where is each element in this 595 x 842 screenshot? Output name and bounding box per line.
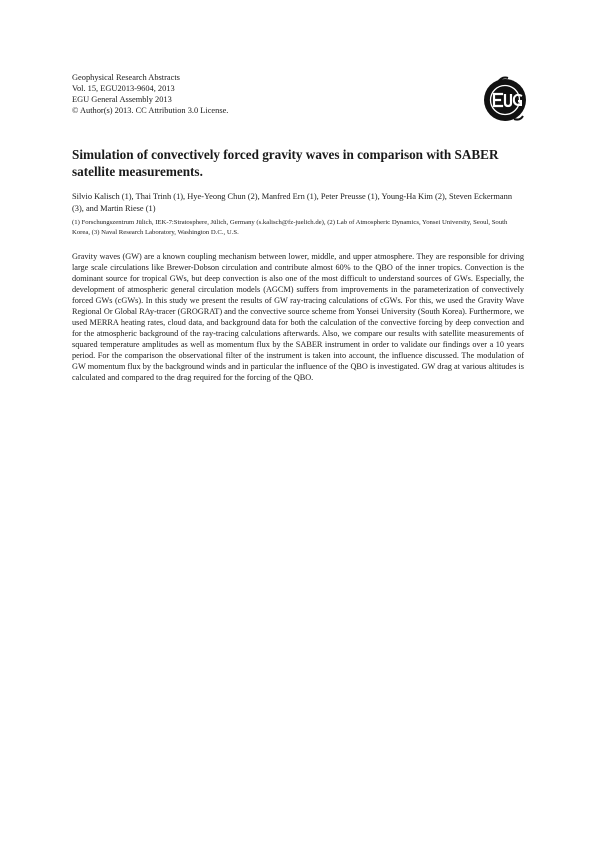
license-text: © Author(s) 2013. CC Attribution 3.0 License. — [72, 106, 229, 115]
volume-info: Vol. 15, EGU2013-9604, 2013 — [72, 84, 175, 93]
assembly-name: EGU General Assembly 2013 — [72, 95, 172, 104]
journal-name: Geophysical Research Abstracts — [72, 73, 180, 82]
egu-logo-icon — [478, 72, 532, 126]
abstract-body: Gravity waves (GW) are a known coupling mechanism between lower, middle, and upper atmosphere. They are responsible for driving large scale circulations like Brewer-Dobson circulation and contribute almost 60% to the QBO of the inner tropics. Convection is the dominant source for tropical GWs, but deep convection is also one of the most difficult to understand sources of GWs. Especially, the development of atmospheric general circulation models (AGCM) suffers from improvements in the parameterization of convectively forced GWs (cGWs). In this study we present the results of GW ray-tracing calculations of cGWs. For this, we used the Gravity Wave Regional Or Global RAy-tracer (GROGRAT) and the convective source scheme from Yonsei University (South Korea). Furthermore, we used MERRA heating rates, cloud data, and background data for both the calculation of the convective forcing by deep convection and for the atmospheric background of the ray-tracing calculations afterwards. Also, we compare our results with satellite measurements of squared temperature amplitudes as well as momentum flux by the SABER instrument in order to validate our findings over a 10 years period. For the comparison the observational filter of the instrument is taken into account, the influence discussed. The modulation of GW momentum flux by the background winds and in particular the influence of the QBO is investigated. GW drag at various altitudes is calculated and compared to the drag required for the forcing of the QBO. — [72, 252, 524, 382]
author-list: Silvio Kalisch (1), Thai Trinh (1), Hye-Yeong Chun (2), Manfred Ern (1), Peter Preusse (1), Young-Ha Kim (2), Steven Eckermann (3), and Martin Riese (1) — [72, 192, 513, 213]
paper-title: Simulation of convectively forced gravity waves in comparison with SABER satellite measurements. — [72, 147, 499, 179]
journal-header — [72, 72, 228, 116]
affiliations: (1) Forschungszentrum Jülich, IEK-7:Stratosphere, Jülich, Germany (s.kalisch@fz-juelich.de), (2) Lab of Atmospheric Dynamics, Yonsei University, Seoul, South Korea, (3) Naval Research Laboratory, Washington D.C., U.S. — [72, 219, 508, 236]
